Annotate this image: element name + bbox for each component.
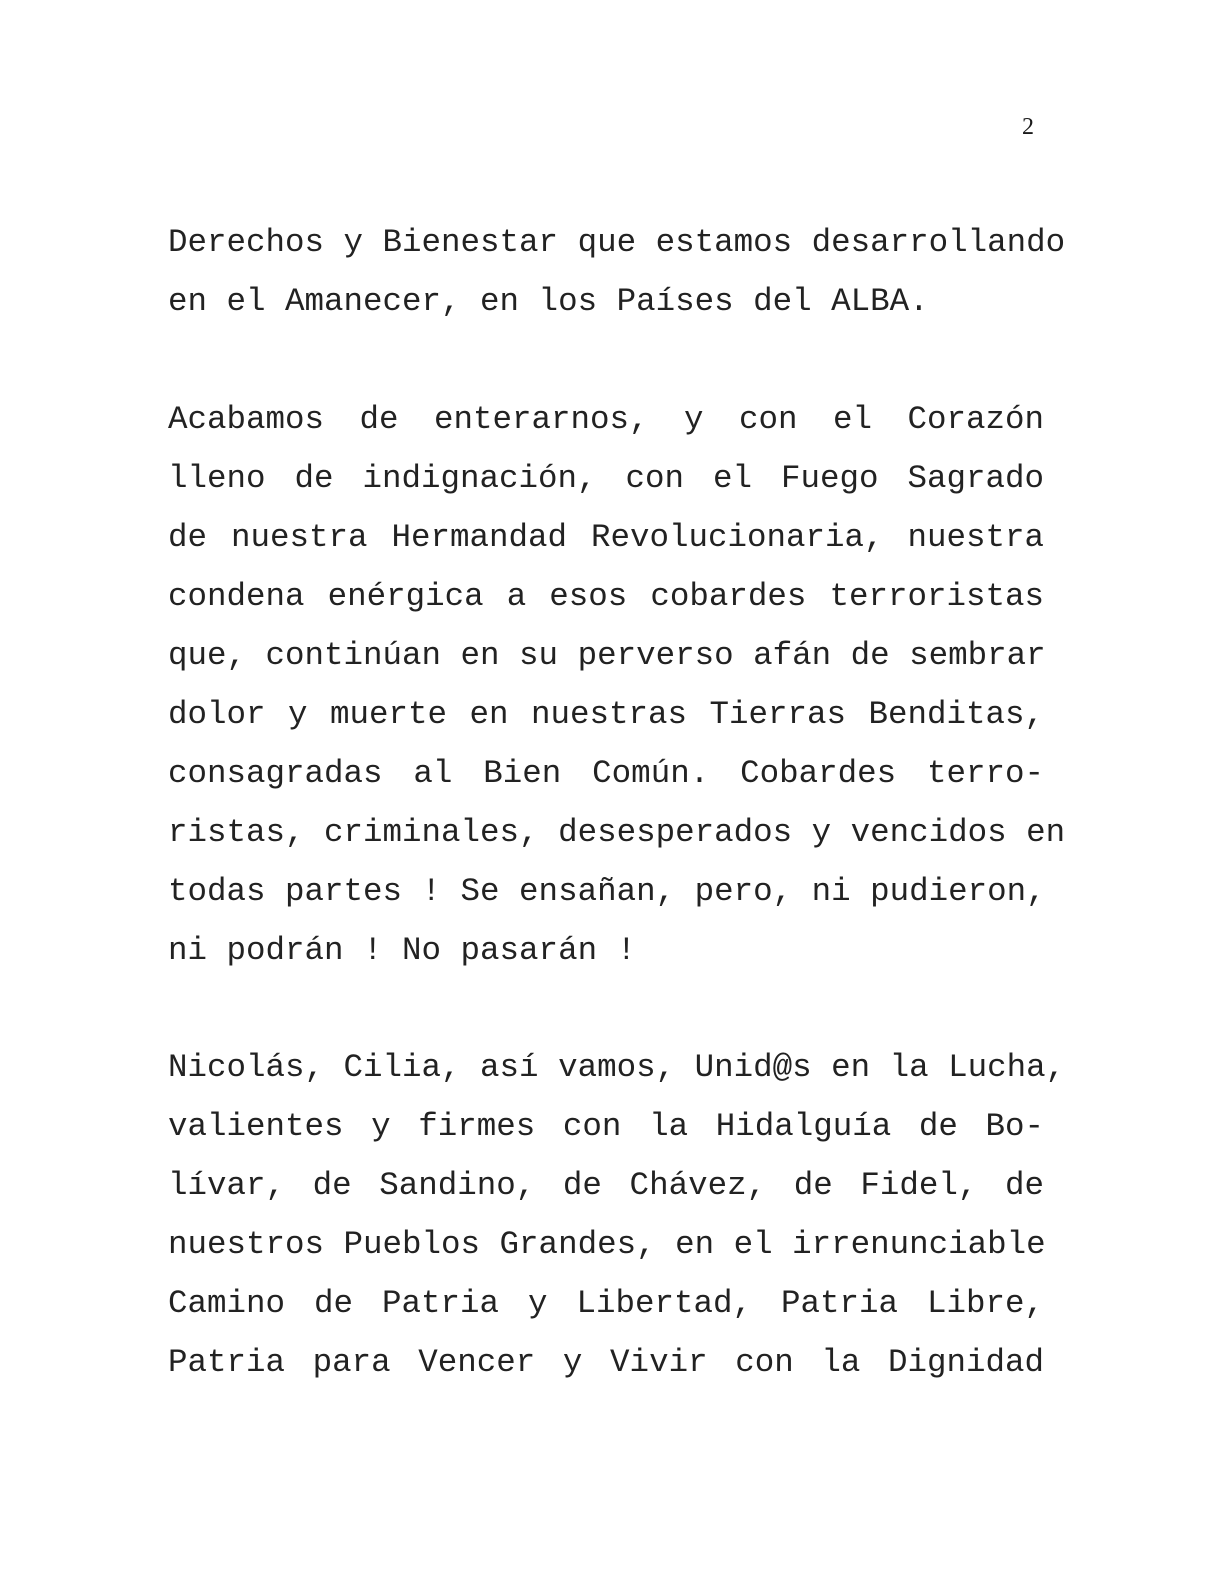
- paragraph-2: [168, 390, 1066, 980]
- paragraph-line: que, continúan en su perverso afán de sembrar: [168, 637, 1046, 674]
- paragraph-line: ni podrán ! No pasarán !: [168, 932, 637, 969]
- paragraph-line: lívar, de Sandino, de Chávez, de Fidel, de: [168, 1167, 1044, 1204]
- paragraph-3: [168, 1038, 1066, 1392]
- paragraph-line: Derechos y Bienestar que estamos desarrollando: [168, 224, 1066, 261]
- paragraph-line: Camino de Patria y Libertad, Patria Libre,: [168, 1285, 1044, 1322]
- paragraph-line: lleno de indignación, con el Fuego Sagrado: [168, 460, 1044, 497]
- paragraph-line: consagradas al Bien Común. Cobardes terro-: [168, 755, 1044, 792]
- page-number: 2: [1022, 114, 1034, 140]
- paragraph-line: Nicolás, Cilia, así vamos, Unid@s en la Lucha,: [168, 1049, 1066, 1086]
- paragraph-line: nuestros Pueblos Grandes, en el irrenunciable: [168, 1226, 1046, 1263]
- paragraph-line: dolor y muerte en nuestras Tierras Benditas,: [168, 696, 1044, 733]
- paragraph-line: de nuestra Hermandad Revolucionaria, nuestra: [168, 519, 1044, 556]
- paragraph-line: en el Amanecer, en los Países del ALBA.: [168, 283, 929, 320]
- paragraph-line: Acabamos de enterarnos, y con el Corazón: [168, 401, 1044, 438]
- paragraph-line: condena enérgica a esos cobardes terroristas: [168, 578, 1044, 615]
- paragraph-line: valientes y firmes con la Hidalguía de Bo-: [168, 1108, 1044, 1145]
- paragraph-line: Patria para Vencer y Vivir con la Dignidad: [168, 1344, 1044, 1381]
- paragraph-line: todas partes ! Se ensañan, pero, ni pudieron,: [168, 873, 1046, 910]
- paragraph-1: [168, 213, 1066, 331]
- paragraph-line: ristas, criminales, desesperados y vencidos en: [168, 814, 1066, 851]
